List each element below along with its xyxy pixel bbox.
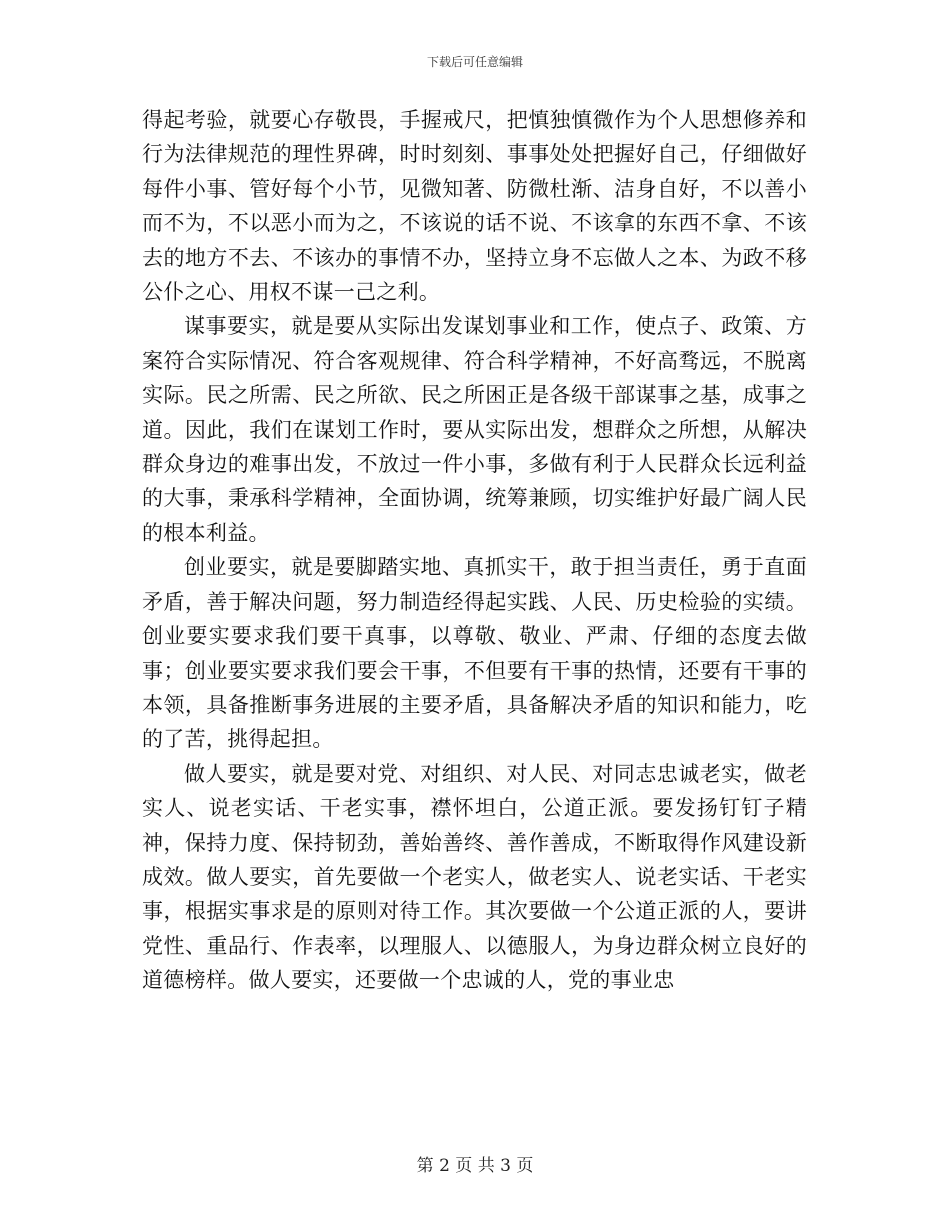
paragraph-conduct: 做人要实，就是要对党、对组织、对人民、对同志忠诚老实，做老实人、说老实话、干老实事，襟怀坦白，公道正派。要发扬钉钉子精神，保持力度、保持韧劲，善始善终、善作善成，不断取得作风建设新成效。做人要实，首先要做一个老实人，做老实人、说老实话、干老实事，根据实事求是的原则对待工作。其次要做一个公道正派的人，要讲党性、重品行、作表率，以理服人、以德服人，为身边群众树立良好的道德榜样。做人要实，还要做一个忠诚的人，党的事业忠	[142, 761, 807, 993]
document-body	[142, 103, 807, 998]
page-header: 下载后可任意编辑	[426, 55, 523, 69]
paragraph-continuation: 得起考验，就要心存敬畏，手握戒尺，把慎独慎微作为个人思想修养和行为法律规范的理性界碑，时时刻刻、事事处处把握好自己，仔细做好每件小事、管好每个小节，见微知著、防微杜渐、洁身自好，不以善小而不为，不以恶小而为之，不该说的话不说、不该拿的东西不拿、不该去的地方不去、不该办的事情不办，坚持立身不忘做人之本、为政不移公仆之心、用权不谋一己之利。	[142, 108, 807, 305]
paragraph-enterprise: 创业要实，就是要脚踏实地、真抓实干，敢于担当责任，勇于直面矛盾，善于解决问题，努力制造经得起实践、人民、历史检验的实绩。创业要实要求我们要干真事，以尊敬、敬业、严肃、仔细的态度去做事；创业要实要求我们要会干事，不但要有干事的热情，还要有干事的本领，具备推断事务进展的主要矛盾，具备解决矛盾的知识和能力，吃的了苦，挑得起担。	[142, 555, 807, 752]
page-number-footer: 第 2 页 共 3 页	[416, 1156, 534, 1176]
paragraph-planning: 谋事要实，就是要从实际出发谋划事业和工作，使点子、政策、方案符合实际情况、符合客观规律、符合科学精神，不好高骛远，不脱离实际。民之所需、民之所欲、民之所困正是各级干部谋事之基，成事之道。因此，我们在谋划工作时，要从实际出发，想群众之所想，从解决群众身边的难事出发，不放过一件小事，多做有利于人民群众长远利益的大事，秉承科学精神，全面协调，统筹兼顾，切实维护好最广阔人民的根本利益。	[142, 314, 807, 545]
